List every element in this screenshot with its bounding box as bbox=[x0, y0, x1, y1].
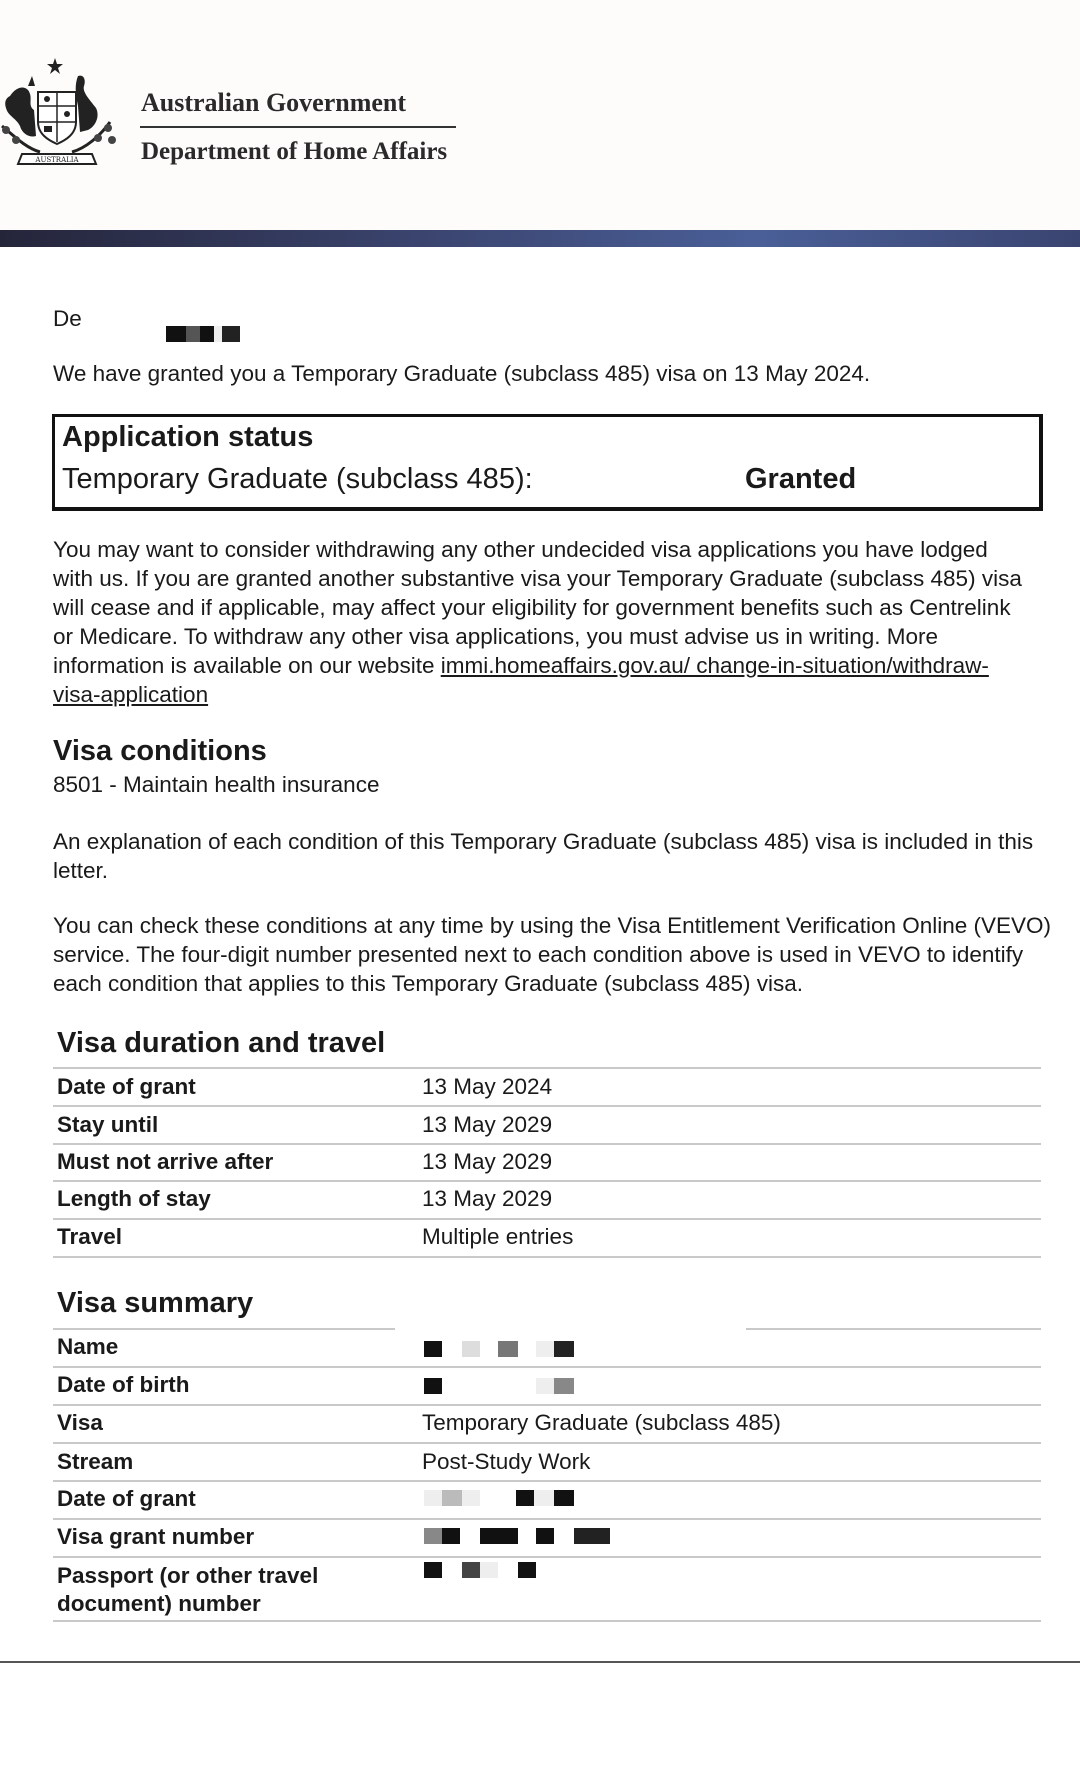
salutation: De bbox=[53, 306, 82, 331]
row-label: Travel bbox=[57, 1224, 123, 1249]
application-status-value: Granted bbox=[745, 463, 857, 495]
table-row bbox=[53, 1182, 1041, 1220]
coat-of-arms-icon bbox=[0, 56, 130, 176]
withdraw-notice bbox=[53, 535, 1033, 709]
row-label: Date of grant bbox=[57, 1074, 196, 1099]
government-name: Australian Government bbox=[141, 88, 407, 117]
row-value: Post-Study Work bbox=[422, 1449, 591, 1474]
table-row bbox=[53, 1220, 1041, 1258]
redacted-name-value bbox=[424, 1341, 574, 1357]
redacted-passport-number bbox=[424, 1562, 536, 1578]
row-label: Visa grant number bbox=[57, 1524, 255, 1549]
table-row bbox=[53, 1069, 1041, 1107]
withdraw-notice-text: You may want to consider withdrawing any other undecided visa applications you have lodged with us. If you are granted another substantive visa your Temporary Graduate (subclass 485) visa will cease and if applicable, may affect your eligibility for government benefits such as Centrelink or Medicare. To withdraw any other visa applications, you must advise us in writing. More information is available on our website bbox=[53, 537, 1022, 678]
row-label: Visa bbox=[57, 1410, 103, 1435]
application-status-box bbox=[52, 414, 1043, 511]
table-row bbox=[53, 1406, 1041, 1444]
row-label: Date of birth bbox=[57, 1372, 190, 1397]
svg-text:AUSTRALIA: AUSTRALIA bbox=[35, 156, 79, 164]
redacted-name bbox=[166, 326, 240, 342]
row-label: Must not arrive after bbox=[57, 1149, 274, 1174]
row-value: 13 May 2024 bbox=[422, 1074, 553, 1099]
redacted-visa-grant-number bbox=[424, 1528, 610, 1544]
department-name: Department of Home Affairs bbox=[141, 138, 448, 165]
page-bottom-rule bbox=[0, 1661, 1080, 1663]
application-status-title: Application status bbox=[62, 421, 314, 453]
row-label: Date of grant bbox=[57, 1486, 196, 1511]
visa-duration-heading: Visa duration and travel bbox=[57, 1027, 386, 1059]
table-row bbox=[53, 1558, 1041, 1622]
vevo-paragraph: You can check these conditions at any time by using the Visa Entitlement Verification Online (VEVO) service. The four-digit number presented next to each condition above is used in VEVO to identify each condition that applies to this Temporary Graduate (subclass 485) visa. bbox=[53, 913, 1052, 996]
row-value: 13 May 2029 bbox=[422, 1112, 553, 1137]
row-label: Length of stay bbox=[57, 1186, 211, 1211]
row-value: Temporary Graduate (subclass 485) bbox=[422, 1410, 781, 1435]
table-row bbox=[53, 1107, 1041, 1145]
letterhead-divider bbox=[140, 126, 456, 128]
application-status-label: Temporary Graduate (subclass 485): bbox=[62, 463, 533, 495]
withdraw-application-link[interactable]: immi.homeaffairs.gov.au/ change-in-situation/withdraw-visa-application bbox=[53, 653, 989, 707]
row-label: Stream bbox=[57, 1449, 134, 1474]
row-value: 13 May 2029 bbox=[422, 1149, 553, 1174]
redacted-date-of-birth bbox=[424, 1378, 574, 1394]
visa-summary-heading: Visa summary bbox=[57, 1287, 254, 1319]
row-label: Name bbox=[57, 1334, 119, 1359]
redacted-date-of-grant bbox=[424, 1490, 574, 1506]
table-row bbox=[53, 1145, 1041, 1182]
condition-item: 8501 - Maintain health insurance bbox=[53, 772, 380, 797]
header-stripe bbox=[0, 230, 1080, 247]
row-label: Passport (or other travel document) number bbox=[57, 1563, 319, 1616]
table-row bbox=[53, 1444, 1041, 1482]
letterhead bbox=[0, 0, 1080, 230]
conditions-explanation: An explanation of each condition of this Temporary Graduate (subclass 485) visa is included in this letter. bbox=[53, 829, 1034, 883]
row-value: Multiple entries bbox=[422, 1224, 574, 1249]
row-label: Stay until bbox=[57, 1112, 159, 1137]
row-value: 13 May 2029 bbox=[422, 1186, 553, 1211]
visa-conditions-heading: Visa conditions bbox=[53, 735, 267, 767]
grant-sentence: We have granted you a Temporary Graduate (subclass 485) visa on 13 May 2024. bbox=[53, 361, 871, 386]
